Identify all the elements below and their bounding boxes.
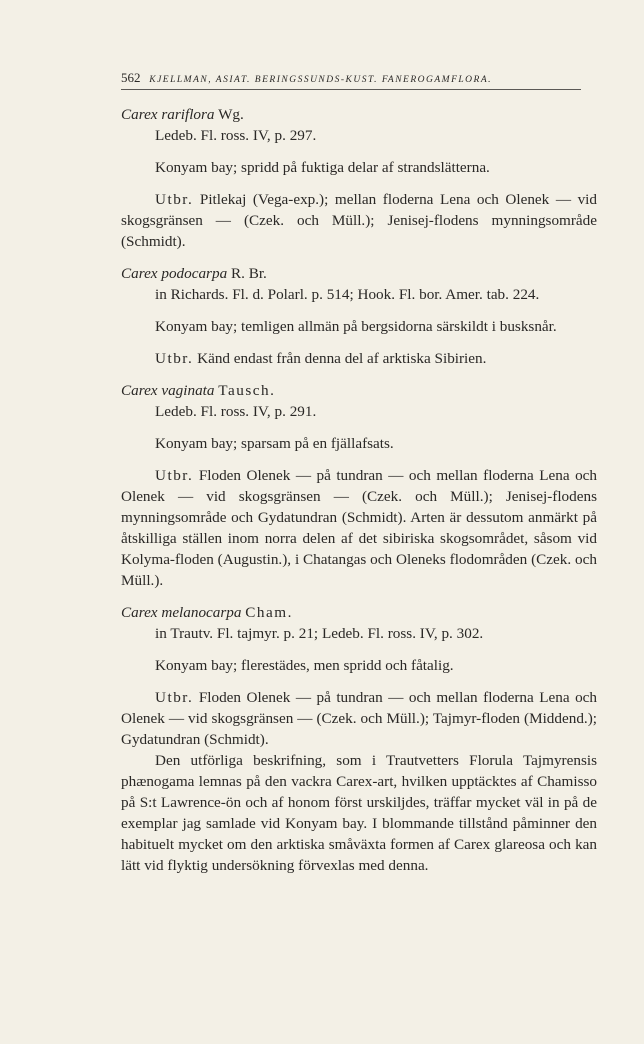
species-entry [121, 602, 597, 876]
species-entry [121, 104, 597, 252]
citation: in Trautv. Fl. tajmyr. p. 21; Ledeb. Fl. ross. IV, p. 302. [155, 625, 484, 642]
species-name: Carex vaginata [121, 382, 215, 399]
locality: Konyam bay; temligen allmän på bergsidorna särskildt i busksnår. [155, 318, 557, 335]
running-title: KJELLMAN, ASIAT. BERINGSSUNDS-KUST. FANEROGAMFLORA. [149, 75, 493, 85]
running-header [121, 70, 581, 90]
citation: Ledeb. Fl. ross. IV, p. 297. [155, 127, 317, 144]
distribution [121, 348, 597, 369]
distribution-text: Pitlekaj (Vega-exp.); mellan floderna Lena och Olenek — vid skogsgränsen — (Czek. och Müll.); Jenisej-flodens mynningsområde (Schmidt). [121, 191, 597, 250]
distribution-text: Floden Olenek — på tundran — och mellan floderna Lena och Olenek — vid skogsgränsen — (Czek. och Müll.); Tajmyr-floden (Middend.); Gydatundran (Schmidt). [121, 689, 597, 748]
distribution-text: Känd endast från denna del af arktiska Sibirien. [197, 350, 487, 367]
species-entry [121, 263, 597, 369]
species-name: Carex podocarpa [121, 265, 228, 282]
distribution-label: Utbr. [155, 191, 194, 208]
species-authority: R. Br. [230, 265, 267, 282]
species-authority: Cham. [245, 604, 293, 621]
species-heading [121, 602, 597, 623]
locality: Konyam bay; sparsam på en fjällafsats. [155, 435, 394, 452]
species-name: Carex rariflora [121, 106, 215, 123]
discussion-note: Den utförliga beskrifning, som i Trautvetters Florula Tajmyrensis phænogama lemnas på den vackra Carex-art, hvilken upptäcktes af Chamisso på S:t Lawrence-ön och af honom först urskiljdes, träffar mycket väl in på de exemplar jag samlade vid Konyam bay. I blommande tillstånd påminner den habituelt mycket om den arktiska småväxta formen af Carex glareosa och kan lätt vid flyktig undersökning förvexlas med denna. [121, 752, 597, 874]
species-heading [121, 104, 597, 125]
distribution [121, 687, 597, 750]
locality: Konyam bay; flerestädes, men spridd och fåtalig. [155, 657, 454, 674]
citation: Ledeb. Fl. ross. IV, p. 291. [155, 403, 317, 420]
distribution-text: Floden Olenek — på tundran — och mellan floderna Lena och Olenek — vid skogsgränsen — (Czek. och Müll.); Jenisej-flodens mynningsområde och Gydatundran (Schmidt). Arten är dessutom anmärkt på åtskilliga ställen inom norra delen af det sibiriska skogsområdet, såsom vid Kolyma-floden (Augustin.), i Chatangas och Oleneks flodområden (Czek. och Müll.). [121, 467, 597, 589]
distribution-label: Utbr. [155, 467, 194, 484]
species-heading [121, 263, 597, 284]
distribution-label: Utbr. [155, 350, 194, 367]
citation: in Richards. Fl. d. Polarl. p. 514; Hook. Fl. bor. Amer. tab. 224. [155, 286, 540, 303]
distribution [121, 465, 597, 591]
page-number: 562 [121, 70, 141, 85]
distribution [121, 189, 597, 252]
species-authority: Tausch. [218, 382, 276, 399]
species-heading [121, 380, 597, 401]
species-authority: Wg. [218, 106, 244, 123]
species-entry [121, 380, 597, 591]
locality: Konyam bay; spridd på fuktiga delar af strandslätterna. [155, 159, 490, 176]
distribution-label: Utbr. [155, 689, 194, 706]
species-name: Carex melanocarpa [121, 604, 242, 621]
page-body [121, 104, 597, 876]
